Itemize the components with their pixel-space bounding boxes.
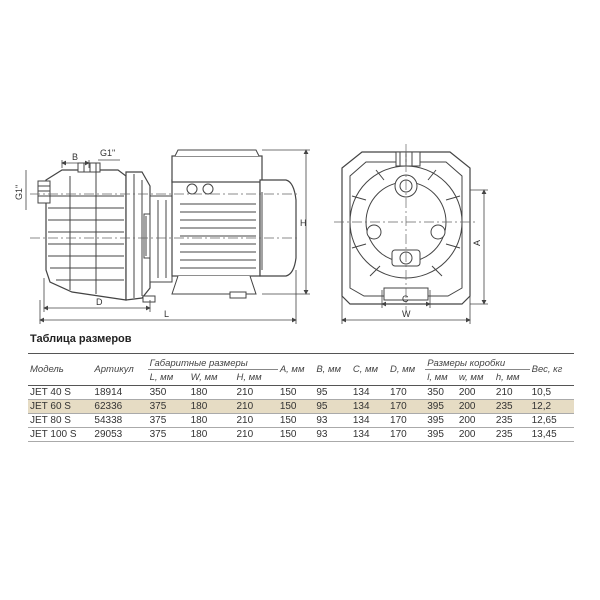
cell-b: 93 (314, 414, 351, 428)
cell-model: JET 80 S (28, 414, 92, 428)
cell-l: 375 (148, 400, 189, 414)
cell-h: 210 (234, 386, 277, 400)
col-c: C, мм (351, 354, 388, 386)
suction-inlet (38, 181, 50, 203)
cell-box-w: 200 (457, 428, 494, 442)
cell-l: 375 (148, 428, 189, 442)
cell-c: 134 (351, 400, 388, 414)
cell-c: 134 (351, 428, 388, 442)
col-weight: Вес, кг (530, 354, 574, 386)
cell-box-h: 210 (494, 386, 530, 400)
dim-label-d: D (96, 297, 103, 307)
dim-label-w: W (402, 309, 411, 319)
cell-h: 210 (234, 400, 277, 414)
dim-label-a: A (472, 239, 482, 246)
col-h: H, мм (234, 370, 277, 386)
cell-weight: 10,5 (530, 386, 574, 400)
cell-box-w: 200 (457, 414, 494, 428)
cell-d: 170 (388, 400, 425, 414)
table-title: Таблица размеров (30, 333, 132, 345)
col-w: W, мм (189, 370, 235, 386)
cell-box-h: 235 (494, 428, 530, 442)
col-box-l: l, мм (425, 370, 457, 386)
dim-label-l: L (164, 309, 170, 319)
col-group-box: Размеры коробки (425, 354, 529, 370)
table-row-highlighted (28, 400, 574, 414)
cell-l: 375 (148, 414, 189, 428)
cell-article: 54338 (92, 414, 147, 428)
dim-label-b: B (72, 152, 79, 162)
cell-c: 134 (351, 386, 388, 400)
terminal-box (172, 156, 262, 182)
cell-w: 180 (189, 400, 235, 414)
cell-box-w: 200 (457, 386, 494, 400)
col-a: A, мм (278, 354, 315, 386)
col-group-overall: Габаритные размеры (148, 354, 278, 370)
cell-box-w: 200 (457, 400, 494, 414)
dim-label-g1-top: G1" (100, 148, 116, 158)
cell-w: 180 (189, 414, 235, 428)
cell-box-h: 235 (494, 400, 530, 414)
col-box-h: h, мм (494, 370, 530, 386)
cell-weight: 12,65 (530, 414, 574, 428)
cell-c: 134 (351, 414, 388, 428)
cell-weight: 12,2 (530, 400, 574, 414)
col-article: Артикул (92, 354, 147, 386)
cell-article: 18914 (92, 386, 147, 400)
col-model: Модель (28, 354, 92, 386)
cell-box-l: 395 (425, 428, 457, 442)
cell-b: 95 (314, 386, 351, 400)
cell-a: 150 (278, 386, 315, 400)
cell-a: 150 (278, 400, 315, 414)
cell-article: 62336 (92, 400, 147, 414)
cell-b: 93 (314, 428, 351, 442)
fan-cover (260, 180, 296, 276)
cell-model: JET 60 S (28, 400, 92, 414)
cell-d: 170 (388, 428, 425, 442)
col-b: B, мм (314, 354, 351, 386)
cell-h: 210 (234, 414, 277, 428)
dimensions-table (28, 353, 574, 442)
cell-box-l: 350 (425, 386, 457, 400)
col-d: D, мм (388, 354, 425, 386)
front-view (342, 152, 470, 304)
table-row (28, 428, 574, 442)
cell-model: JET 40 S (28, 386, 92, 400)
cell-box-h: 235 (494, 414, 530, 428)
cell-h: 210 (234, 428, 277, 442)
dim-label-c: C (402, 294, 409, 304)
cell-weight: 13,45 (530, 428, 574, 442)
cell-w: 180 (189, 428, 235, 442)
cell-box-l: 395 (425, 414, 457, 428)
cell-a: 150 (278, 428, 315, 442)
cell-box-l: 395 (425, 400, 457, 414)
table-row (28, 414, 574, 428)
table-row (28, 386, 574, 400)
cell-article: 29053 (92, 428, 147, 442)
col-l: L, мм (148, 370, 189, 386)
cell-l: 350 (148, 386, 189, 400)
cell-b: 95 (314, 400, 351, 414)
col-box-w: w, мм (457, 370, 494, 386)
cell-w: 180 (189, 386, 235, 400)
dim-label-g1-side: G1" (14, 184, 24, 200)
side-view (38, 150, 296, 302)
cell-d: 170 (388, 414, 425, 428)
motor-foot (172, 276, 256, 294)
cell-a: 150 (278, 414, 315, 428)
cell-model: JET 100 S (28, 428, 92, 442)
dim-label-h: H (300, 218, 307, 228)
cell-d: 170 (388, 386, 425, 400)
